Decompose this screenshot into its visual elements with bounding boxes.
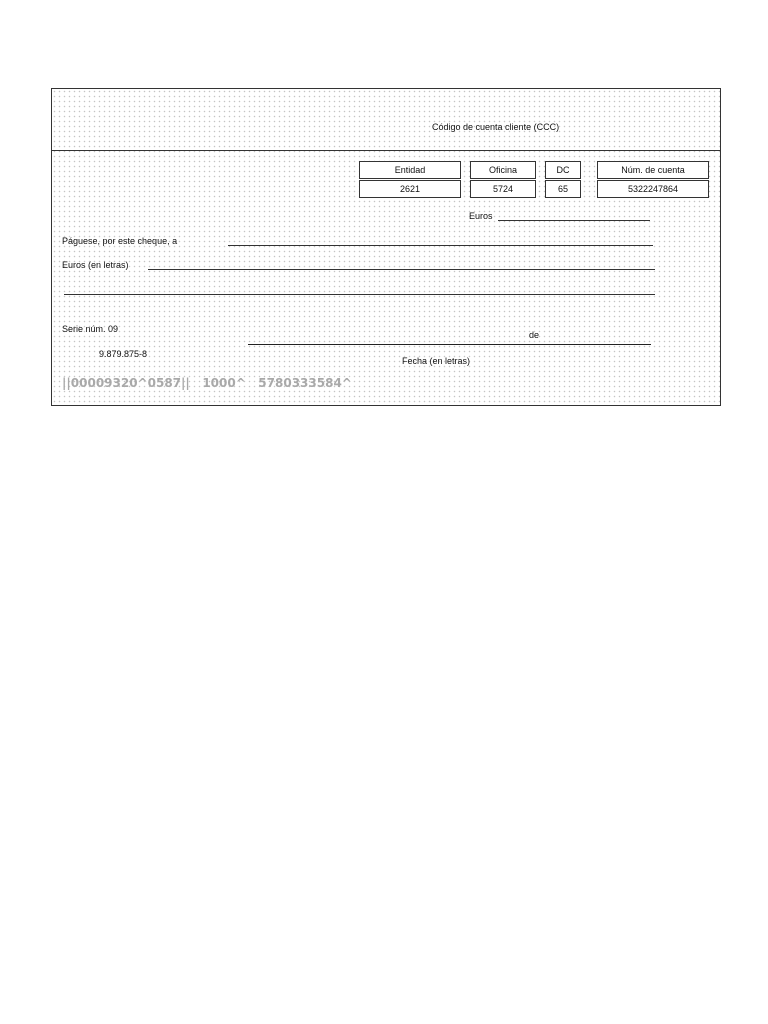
date-de-label: de (529, 330, 540, 340)
date-words-label: Fecha (en letras) (402, 356, 471, 366)
amount-words-line[interactable] (148, 269, 655, 270)
serie-number: 9.879.875-8 (99, 349, 148, 359)
amount-words-label: Euros (en letras) (62, 260, 129, 270)
cuenta-value-box: 5322247864 (597, 180, 709, 198)
cuenta-label-box: Núm. de cuenta (597, 161, 709, 179)
dc-label-box: DC (545, 161, 581, 179)
euros-amount-label: Euros (469, 211, 493, 221)
oficina-value-box: 5724 (470, 180, 536, 198)
dc-value-box: 65 (545, 180, 581, 198)
oficina-label-box: Oficina (470, 161, 536, 179)
entidad-label-box: Entidad (359, 161, 461, 179)
serie-label: Serie núm. 09 (62, 324, 119, 334)
payee-line[interactable] (228, 245, 653, 246)
payee-label: Páguese, por este cheque, a (62, 236, 178, 246)
date-line[interactable] (248, 344, 651, 345)
micr-code-line: ||00009320^0587|| 1000^ 5780333584^ (62, 376, 352, 390)
entidad-value-box: 2621 (359, 180, 461, 198)
cheque-form (51, 88, 721, 406)
euros-amount-line[interactable] (498, 220, 650, 221)
amount-words-line-2[interactable] (64, 294, 655, 295)
header-divider (52, 150, 720, 151)
ccc-heading: Código de cuenta cliente (CCC) (432, 122, 560, 132)
